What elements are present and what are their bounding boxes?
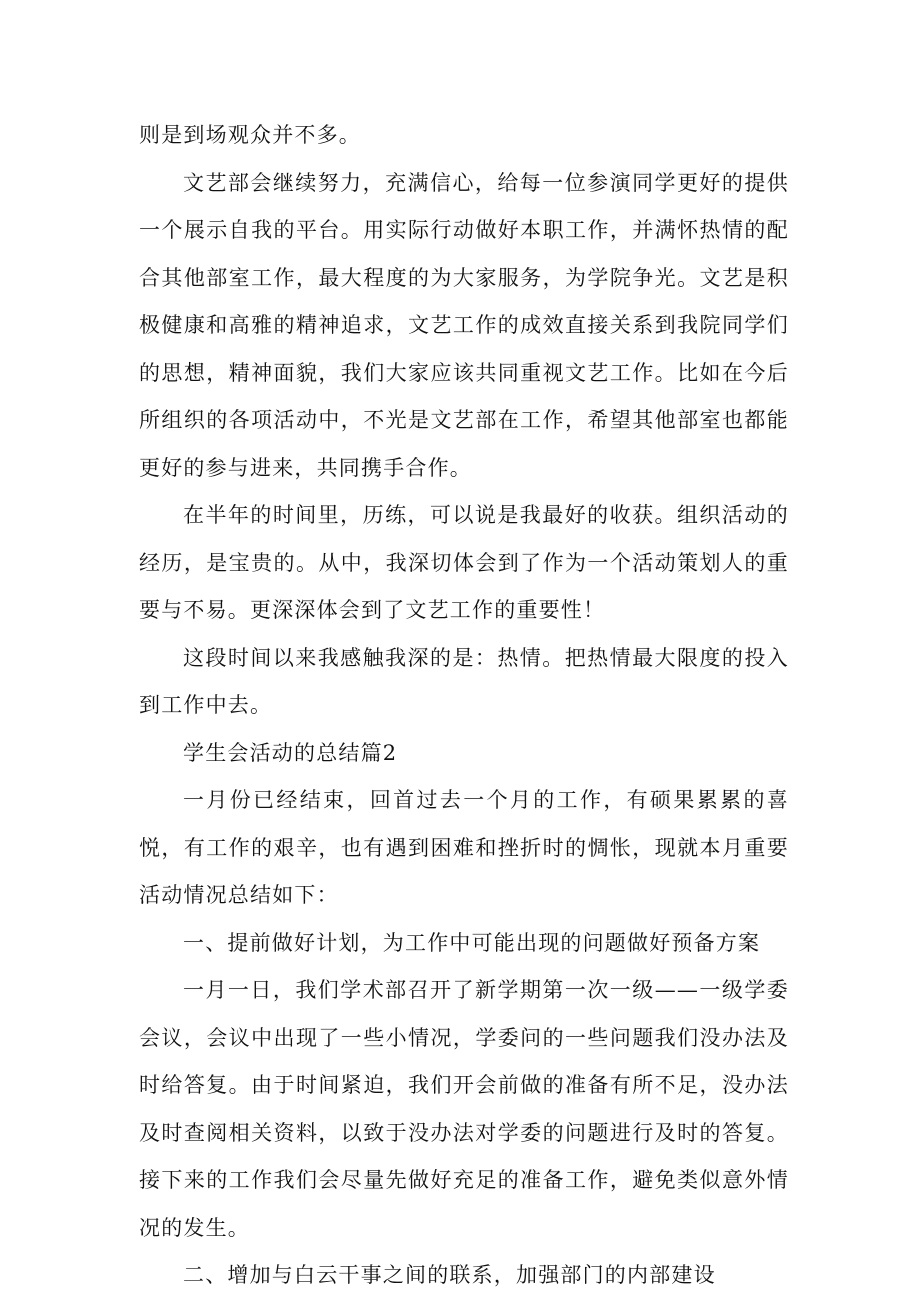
paragraph-literary-dept-effort: 文艺部会继续努力，充满信心，给每一位参演同学更好的提供一个展示自我的平台。用实际行动做好本职工作，并满怀热情的配合其他部室工作，最大程度的为大家服务，为学院争光。文艺是积极健康和高雅的精神追求，文艺工作的成效直接关系到我院同学们的思想，精神面貌，我们大家应该共同重视文艺工作。比如在今后所组织的各项活动中，不光是文艺部在工作，希望其他部室也都能更好的参与进来，共同携手合作。 xyxy=(139,170,789,480)
paragraph-continuation: 则是到场观众并不多。 xyxy=(139,123,361,147)
document-body xyxy=(139,112,789,1300)
heading-item-2: 二、增加与白云干事之间的联系，加强部门的内部建设 xyxy=(183,1263,716,1287)
heading-item-1: 一、提前做好计划，为工作中可能出现的问题做好预备方案 xyxy=(183,930,761,955)
paragraph-committee-meeting: 一月一日，我们学术部召开了新学期第一次一级——一级学委会议，会议中出现了一些小情况，学委问的一些问题我们没办法及时给答复。由于时间紧迫，我们开会前做的准备有所不足，没办法及时查阅相关资料，以致于没办法对学委的问题进行及时的答复。接下来的工作我们会尽量先做好充足的准备工作，避免类似意外情况的发生。 xyxy=(139,978,789,1240)
paragraph-enthusiasm: 这段时间以来我感触我深的是：热情。把热情最大限度的投入到工作中去。 xyxy=(139,645,789,717)
section-title-part-2: 学生会活动的总结篇2 xyxy=(183,740,398,765)
paragraph-january-summary: 一月份已经结束，回首过去一个月的工作，有硕果累累的喜悦，有工作的艰辛，也有遇到困难和挫折时的惆怅，现就本月重要活动情况总结如下： xyxy=(139,788,789,907)
paragraph-half-year-experience: 在半年的时间里，历练，可以说是我最好的收获。组织活动的经历，是宝贵的。从中，我深切体会到了作为一个活动策划人的重要与不易。更深深体会到了文艺工作的重要性！ xyxy=(139,503,789,622)
